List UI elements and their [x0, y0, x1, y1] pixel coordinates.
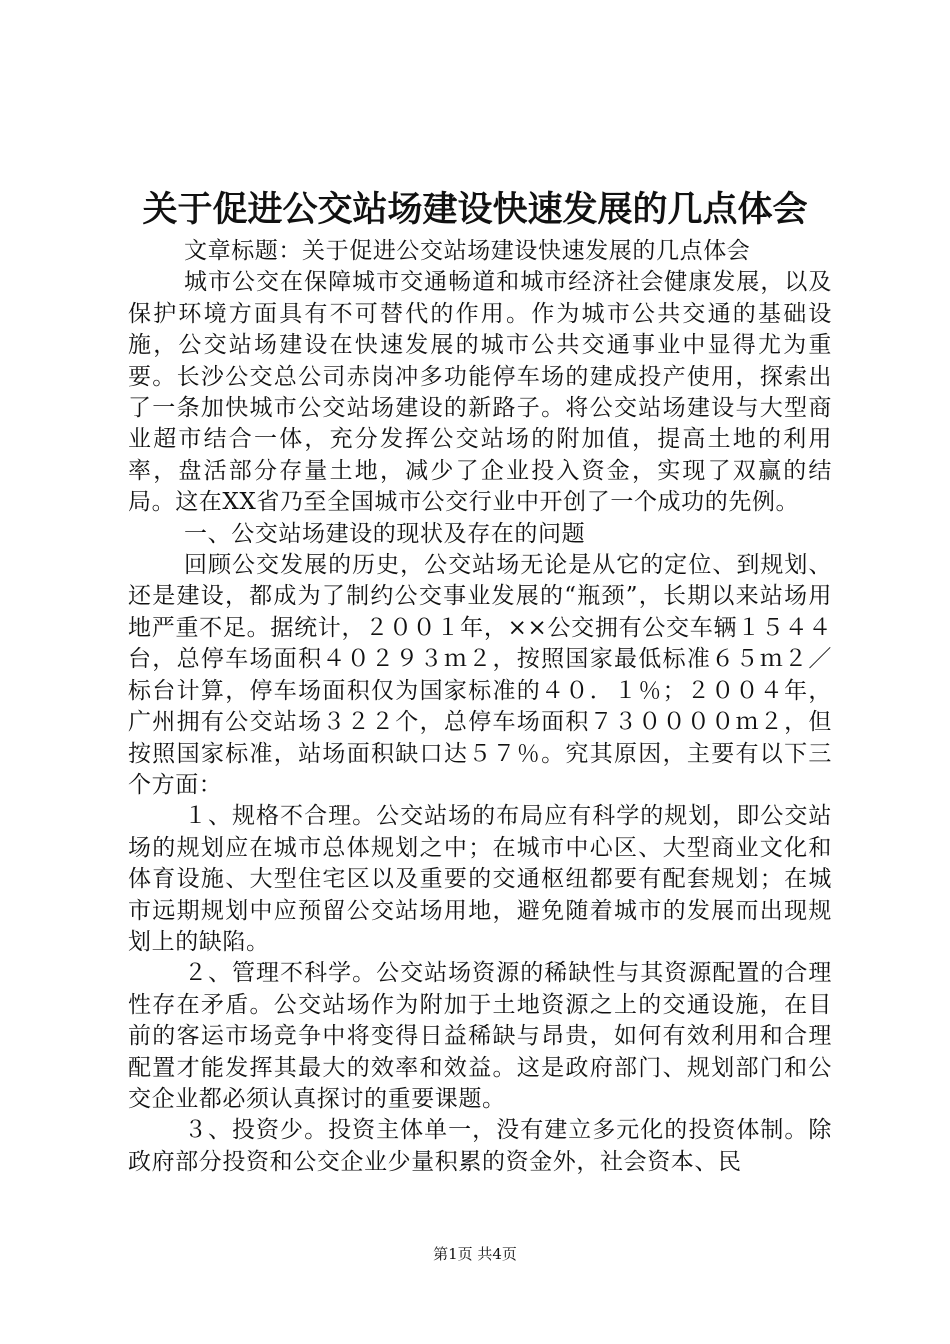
page-number-footer: 第1页 共4页: [433, 1245, 517, 1263]
article-title-line: 文章标题：关于促进公交站场建设快速发展的几点体会: [184, 238, 751, 264]
point-1-paragraph: １、规格不合理。公交站场的布局应有科学的规划，即公交站场的规划应在城市总体规划之中；在城市中心区、大型商业文化和体育设施、大型住宅区以及重要的交通枢纽都要有配套规划；在城市远期规划中应预留公交站场用地，避免随着城市的发展而出现规划上的缺陷。: [128, 803, 832, 955]
history-paragraph: 回顾公交发展的历史，公交站场无论是从它的定位、到规划、还是建设，都成为了制约公交事业发展的“瓶颈”，长期以来站场用地严重不足。据统计，２００１年，××公交拥有公交车辆１５４４台，总停车场面积４０２９３ｍ２，按照国家最低标准６５ｍ２／标台计算，停车场面积仅为国家标准的４０．１％；２００４年，广州拥有公交站场３２２个，总停车场面积７３００００ｍ２，但按照国家标准，站场面积缺口达５７％。究其原因，主要有以下三个方面：: [128, 552, 832, 798]
intro-paragraph: 城市公交在保障城市交通畅道和城市经济社会健康发展，以及保护环境方面具有不可替代的作用。作为城市公共交通的基础设施，公交站场建设在快速发展的城市公共交通事业中显得尤为重要。长沙公交总公司赤岗冲多功能停车场的建成投产使用，探索出了一条加快城市公交站场建设的新路子。将公交站场建设与大型商业超市结合一体，充分发挥公交站场的附加值，提高土地的利用率，盘活部分存量土地，减少了企业投入资金，实现了双赢的结局。这在XX省乃至全国城市公交行业中开创了一个成功的先例。: [128, 269, 832, 516]
page-title: 关于促进公交站场建设快速发展的几点体会: [142, 190, 808, 230]
section-heading: 一、公交站场建设的现状及存在的问题: [184, 520, 586, 547]
point-3-paragraph: ３、投资少。投资主体单一，没有建立多元化的投资体制。除政府部分投资和公交企业少量积累的资金外，社会资本、民: [128, 1117, 832, 1175]
point-2-paragraph: ２、管理不科学。公交站场资源的稀缺性与其资源配置的合理性存在矛盾。公交站场作为附加于土地资源之上的交通设施，在目前的客运市场竞争中将变得日益稀缺与昂贵，如何有效利用和合理配置才能发挥其最大的效率和效益。这是政府部门、规划部门和公交企业都必须认真探讨的重要课题。: [128, 960, 832, 1112]
document-body: [128, 236, 832, 1178]
